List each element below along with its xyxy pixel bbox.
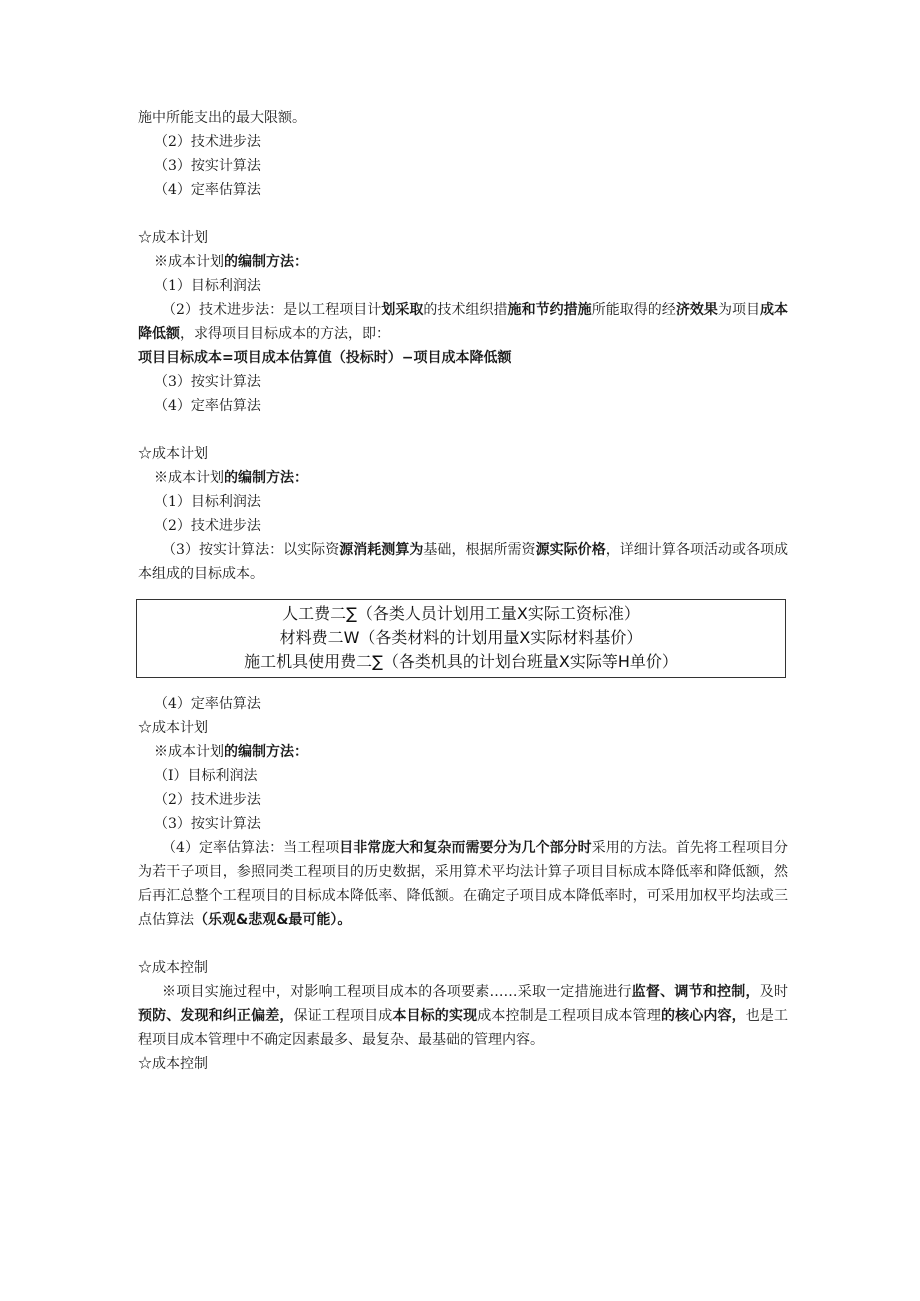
text-run: ，求得项目目标成本的方法，即：	[180, 326, 390, 342]
formula: 项目目标成本=项目成本估算值（投标时）−项目成本降低额	[138, 350, 512, 366]
bold-run: 源消耗测算为	[339, 542, 424, 558]
spacer	[138, 202, 788, 226]
subheading-bold: 的编制方法：	[224, 470, 308, 486]
section-heading: ☆成本控制	[138, 1056, 208, 1072]
subheading	[138, 250, 788, 274]
text-line: 施中所能支出的最大限额。	[138, 110, 306, 126]
spacer	[138, 418, 788, 442]
bold-run: 源实际价格	[535, 542, 606, 558]
list-item: （3）按实计算法	[154, 158, 261, 174]
bold-run: 济效果	[675, 302, 718, 318]
bold-run: （乐观&悲观&最可能）。	[194, 912, 352, 928]
bold-run: 的核心内容，	[660, 1008, 746, 1024]
list-item: （2）技术进步法	[154, 792, 261, 808]
text-run: 成本控制是工程项目成本管理	[477, 1008, 661, 1024]
subheading-text: ※成本计划	[154, 470, 224, 486]
text-run: （3）按实计算法：以实际资	[162, 542, 340, 558]
list-item: （4）定率估算法	[154, 398, 261, 414]
bold-run: 目非常庞大和复杂而需要分为几个部分时	[339, 840, 592, 856]
text-run: 的技术组织措	[423, 302, 508, 318]
formula-box	[136, 599, 786, 678]
list-item: （1）目标利润法	[154, 278, 261, 294]
bold-run: 施和节约措施	[507, 302, 592, 318]
list-item: （4）定率估算法	[154, 182, 261, 198]
list-item: （4）定率估算法	[154, 696, 261, 712]
list-item: （I）目标利润法	[154, 768, 258, 784]
text-run: 所能取得的经	[591, 302, 676, 318]
bold-run: 本目标的实现	[392, 1008, 478, 1024]
bold-run: 预防、发现和纠正偏差，	[138, 1008, 294, 1024]
formula-material: 材料费二W（各类材料的计划用量X实际材料基价）	[279, 628, 643, 647]
subheading-text: ※成本计划	[154, 744, 224, 760]
bold-run: 成本降低额	[138, 302, 789, 342]
text-run: ※项目实施过程中，对影响工程项目成本的各项要素……采取一定措施进行	[162, 984, 632, 1000]
subheading-bold: 的编制方法：	[224, 744, 308, 760]
subheading	[138, 466, 788, 490]
paragraph	[138, 538, 788, 586]
text-run: 基础，根据所需资	[423, 542, 536, 558]
list-item: （3）按实计算法	[154, 374, 261, 390]
section-heading: ☆成本计划	[138, 720, 208, 736]
text-run: 为项目	[717, 302, 761, 318]
list-item: （1）目标利润法	[154, 494, 261, 510]
paragraph	[138, 836, 788, 932]
text-run: 也是工程项目成本管理中不确定因素最多、最复杂、最基础的管理内容。	[138, 1008, 789, 1048]
list-item: （2）技术进步法	[154, 134, 261, 150]
formula-labor: 人工费二∑（各类人员计划用工量X实际工资标准）	[282, 604, 640, 623]
section-heading: ☆成本控制	[138, 960, 208, 976]
text-run: （4）定率估算法：当工程项	[162, 840, 340, 856]
paragraph	[138, 980, 788, 1052]
subheading	[138, 740, 788, 764]
subheading-text: ※成本计划	[154, 254, 224, 270]
bold-run: 划采取	[381, 302, 424, 318]
text-run: 及时	[759, 984, 789, 1000]
list-item: （3）按实计算法	[154, 816, 261, 832]
subheading-bold: 的编制方法：	[224, 254, 308, 270]
document-body	[138, 106, 788, 1076]
text-run: 保证工程项目成	[293, 1008, 393, 1024]
text-run: （2）技术进步法：是以工程项目计	[162, 302, 382, 318]
list-item: （2）技术进步法	[154, 518, 261, 534]
section-heading: ☆成本计划	[138, 446, 208, 462]
text-run: ，详细计算各项活动或各项成本组成的目标成本。	[138, 542, 789, 582]
formula-machinery: 施工机具使用费二∑（各类机具的计划台班量X实际等H单价）	[244, 652, 678, 671]
spacer	[138, 932, 788, 956]
paragraph	[138, 298, 788, 346]
bold-run: 监督、调节和控制，	[631, 984, 760, 1000]
section-heading: ☆成本计划	[138, 230, 208, 246]
text-run: 采用的方法。首先将工程项目分为若干子项目，参照同类工程项目的历史数据，采用算术平均法计算子项目目标成本降低率和降低额，然后再汇总整个工程项目的目标成本降低率、降低额。在确定子项目成本降低率时，可采用加权平均法或三点估算法	[138, 840, 789, 928]
